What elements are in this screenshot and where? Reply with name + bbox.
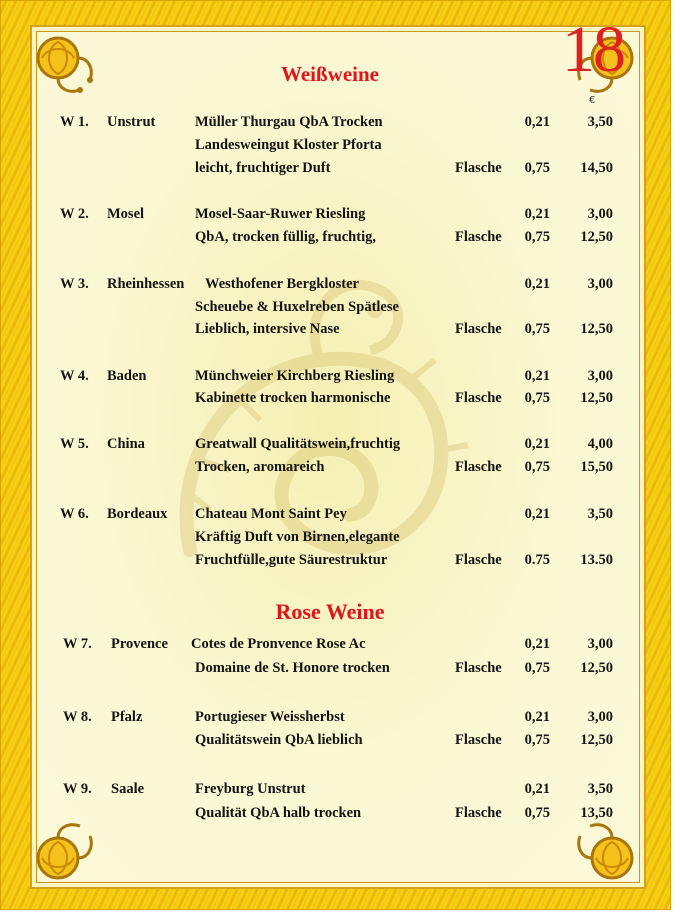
wine-volume: 0,21 — [524, 781, 550, 797]
wine-price: 12,50 — [580, 229, 613, 245]
wine-line: Münchweier Kirchberg Riesling — [195, 368, 395, 384]
wine-volume: 0,21 — [524, 709, 550, 725]
wine-region: Pfalz — [111, 709, 143, 725]
wine-price: 12,50 — [580, 321, 613, 337]
wine-line: Kabinette trocken harmonische — [195, 390, 391, 406]
wine-line: Scheuebe & Huxelreben Spätlese — [195, 299, 399, 315]
wine-volume: 0,21 — [524, 436, 550, 452]
wine-region: Unstrut — [107, 114, 156, 130]
wine-line: Chateau Mont Saint Pey — [195, 506, 347, 522]
wine-code: W 4. — [60, 368, 89, 384]
bottle-label: Flasche — [455, 660, 502, 676]
wine-region: Provence — [111, 636, 168, 652]
bottle-label: Flasche — [455, 229, 502, 245]
wine-line: Domaine de St. Honore trocken — [195, 660, 390, 676]
wine-price: 15,50 — [580, 459, 613, 475]
wine-price: 13,50 — [580, 805, 613, 821]
wine-volume: 0,75 — [524, 805, 550, 821]
bottle-label: Flasche — [455, 160, 502, 176]
wine-price: 12,50 — [580, 732, 613, 748]
wine-code: W 7. — [63, 636, 92, 652]
wine-volume: 0,21 — [524, 506, 550, 522]
wine-region: Mosel — [107, 206, 145, 222]
currency-symbol: € — [589, 95, 596, 106]
wine-price: 4,00 — [587, 436, 613, 452]
wine-price: 3,00 — [587, 636, 613, 652]
wine-region: Baden — [107, 368, 147, 384]
wine-price: 3,00 — [587, 368, 613, 384]
page-number: 18 — [562, 13, 624, 86]
wine-line: Trocken, aromareich — [195, 459, 325, 475]
wine-price: 13.50 — [580, 552, 613, 568]
wine-line: Qualität QbA halb trocken — [195, 805, 362, 821]
ornament-bottom-right-icon — [572, 818, 642, 888]
wine-volume: 0,21 — [524, 206, 550, 222]
wine-code: W 2. — [60, 206, 89, 222]
wine-line: Qualitätswein QbA lieblich — [195, 732, 363, 748]
wine-line: Freyburg Unstrut — [195, 781, 306, 797]
wine-price: 3,00 — [587, 276, 613, 292]
bottle-label: Flasche — [455, 390, 502, 406]
wine-volume: 0,75 — [524, 732, 550, 748]
wine-volume: 0,21 — [524, 368, 550, 384]
wine-line: Landesweingut Kloster Pforta — [195, 137, 382, 153]
wine-volume: 0,75 — [524, 660, 550, 676]
bottle-label: Flasche — [455, 732, 502, 748]
bottle-label: Flasche — [455, 459, 502, 475]
wine-price: 12,50 — [580, 660, 613, 676]
wine-code: W 9. — [63, 781, 92, 797]
wine-volume: 0,75 — [524, 321, 550, 337]
section-title-rose-weine: Rose Weine — [275, 599, 385, 624]
wine-line: Fruchtfülle,gute Säurestruktur — [195, 552, 388, 568]
wine-volume: 0.75 — [524, 552, 550, 568]
ornament-top-left-icon — [28, 28, 98, 98]
wine-price: 3,50 — [587, 781, 613, 797]
wine-region: Rheinhessen — [107, 276, 185, 292]
wine-line: leicht, fruchtiger Duft — [195, 160, 331, 176]
ornament-bottom-left-icon — [28, 818, 98, 888]
wine-code: W 1. — [60, 114, 89, 130]
wine-line: Westhofener Bergkloster — [205, 276, 359, 292]
wine-volume: 0,75 — [524, 229, 550, 245]
wine-volume: 0,75 — [524, 459, 550, 475]
wine-price: 3,00 — [587, 206, 613, 222]
wine-volume: 0,75 — [524, 160, 550, 176]
wine-price: 12,50 — [580, 390, 613, 406]
wine-line: Portugieser Weissherbst — [195, 709, 345, 725]
section-title-weissweine: Weißweine — [281, 62, 379, 86]
wine-volume: 0,21 — [524, 636, 550, 652]
wine-line: Cotes de Pronvence Rose Ac — [191, 636, 366, 652]
wine-line: Lieblich, intersive Nase — [195, 321, 340, 337]
wine-price: 3,50 — [587, 506, 613, 522]
wine-price: 3,00 — [587, 709, 613, 725]
bottle-label: Flasche — [455, 552, 502, 568]
wine-volume: 0,75 — [524, 390, 550, 406]
wine-line: Greatwall Qualitätswein,fruchtig — [195, 436, 401, 452]
wine-code: W 5. — [60, 436, 89, 452]
wine-volume: 0,21 — [524, 276, 550, 292]
bottle-label: Flasche — [455, 321, 502, 337]
wine-code: W 8. — [63, 709, 92, 725]
wine-region: Bordeaux — [107, 506, 168, 522]
wine-region: China — [107, 436, 145, 452]
wine-region: Saale — [111, 781, 145, 797]
wine-code: W 3. — [60, 276, 89, 292]
wine-line: Mosel-Saar-Ruwer Riesling — [195, 206, 366, 222]
wine-code: W 6. — [60, 506, 89, 522]
wine-price: 3,50 — [587, 114, 613, 130]
wine-price: 14,50 — [580, 160, 613, 176]
bottle-label: Flasche — [455, 805, 502, 821]
wine-line: Kräftig Duft von Birnen,elegante — [195, 529, 400, 545]
wine-volume: 0,21 — [524, 114, 550, 130]
wine-line: Müller Thurgau QbA Trocken — [195, 114, 383, 130]
wine-line: QbA, trocken füllig, fruchtig, — [195, 229, 376, 245]
